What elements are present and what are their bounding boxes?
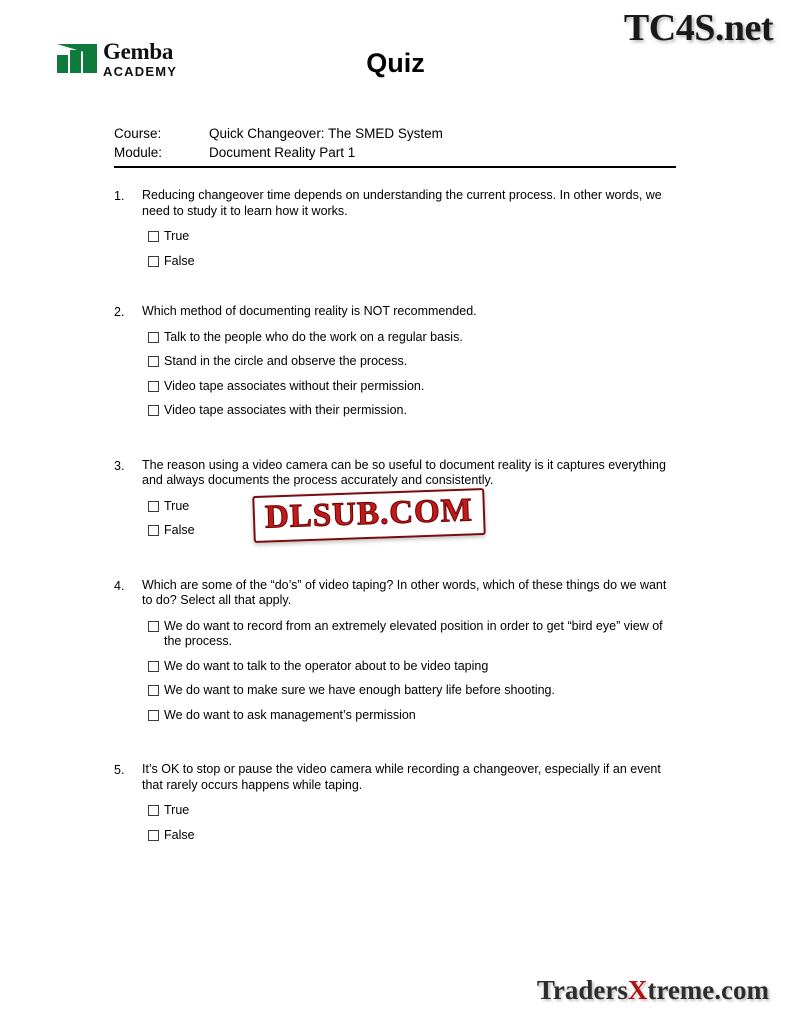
- option-label: False: [164, 827, 195, 842]
- option-label: We do want to talk to the operator about to be video taping: [164, 658, 489, 673]
- watermark-top-right: TC4S.net: [623, 7, 773, 49]
- option-label: True: [164, 229, 190, 243]
- question-text: Which method of documenting reality is NOT recommended.: [142, 304, 477, 318]
- question-number: 5.: [114, 763, 125, 777]
- logo-name: Gemba: [103, 39, 174, 64]
- watermark-bottom-suffix: treme.com: [647, 975, 769, 1005]
- checkbox-icon[interactable]: [148, 710, 159, 721]
- watermark-center: DLSUB.COM: [252, 488, 485, 543]
- watermark-bottom-highlight: X: [627, 975, 648, 1005]
- answer-option[interactable]: [142, 254, 680, 270]
- option-label: Stand in the circle and observe the process.: [164, 354, 408, 368]
- question-number: 4.: [114, 578, 125, 593]
- checkbox-icon[interactable]: [148, 256, 159, 267]
- answer-option[interactable]: [142, 619, 680, 650]
- checkbox-icon[interactable]: [148, 405, 159, 416]
- question-item: [114, 578, 680, 733]
- answer-option[interactable]: [142, 403, 680, 419]
- logo-subtitle: ACADEMY: [103, 64, 178, 79]
- option-label: True: [164, 803, 190, 817]
- course-label: Course:: [114, 126, 162, 141]
- answer-option[interactable]: [142, 828, 680, 844]
- page-title: Quiz: [366, 48, 425, 78]
- option-label: We do want to record from an extremely elevated position in order to get “bird eye” view of the process.: [164, 618, 663, 648]
- answer-option[interactable]: [142, 330, 680, 346]
- answer-option[interactable]: [142, 683, 680, 699]
- option-label: We do want to ask management’s permission: [164, 707, 416, 722]
- watermark-bottom-prefix: Traders: [536, 975, 628, 1005]
- question-number: 3.: [114, 458, 125, 473]
- module-value: Document Reality Part 1: [209, 145, 356, 160]
- question-text: It’s OK to stop or pause the video camera while recording a changeover, especially if an event that rarely occurs happens while taping.: [142, 762, 661, 792]
- question-text: The reason using a video camera can be so useful to document reality is it captures everything and always documents the process accurately and consistently.: [142, 457, 666, 487]
- answer-option[interactable]: [142, 659, 680, 675]
- module-label: Module:: [114, 145, 163, 160]
- checkbox-icon[interactable]: [148, 661, 159, 672]
- course-row: [114, 124, 676, 143]
- answer-option[interactable]: [142, 708, 680, 724]
- checkbox-icon[interactable]: [148, 231, 159, 242]
- question-text: Reducing changeover time depends on understanding the current process. In other words, we need to study it to learn how it works.: [142, 188, 662, 218]
- module-row: [114, 143, 676, 162]
- checkbox-icon[interactable]: [148, 381, 159, 392]
- checkbox-icon[interactable]: [148, 332, 159, 343]
- checkbox-icon[interactable]: [148, 621, 159, 632]
- question-item: [114, 762, 680, 852]
- checkbox-icon[interactable]: [148, 830, 159, 841]
- checkbox-icon[interactable]: [148, 525, 159, 536]
- answer-option[interactable]: [142, 803, 680, 819]
- option-label: Video tape associates with their permission.: [164, 403, 407, 417]
- option-label: False: [164, 523, 195, 537]
- watermark-bottom-right: [537, 975, 769, 1006]
- option-label: False: [164, 253, 195, 268]
- question-item: [114, 188, 680, 278]
- option-label: True: [164, 498, 190, 513]
- option-label: Video tape associates without their permission.: [164, 378, 425, 393]
- header-divider: [114, 166, 676, 168]
- checkbox-icon[interactable]: [148, 356, 159, 367]
- option-label: Talk to the people who do the work on a regular basis.: [164, 329, 463, 344]
- option-label: We do want to make sure we have enough battery life before shooting.: [164, 683, 555, 697]
- answer-option[interactable]: [142, 229, 680, 245]
- question-number: 2.: [114, 305, 125, 319]
- checkbox-icon[interactable]: [148, 685, 159, 696]
- course-value: Quick Changeover: The SMED System: [209, 126, 443, 141]
- answer-option[interactable]: [142, 354, 680, 370]
- answer-option[interactable]: [142, 379, 680, 395]
- course-module-block: [114, 124, 676, 168]
- checkbox-icon[interactable]: [148, 805, 159, 816]
- checkbox-icon[interactable]: [148, 501, 159, 512]
- question-number: 1.: [114, 189, 125, 203]
- question-text: Which are some of the “do’s” of video taping? In other words, which of these things do we want to do? Select all that apply.: [142, 577, 667, 607]
- question-item: [114, 304, 680, 428]
